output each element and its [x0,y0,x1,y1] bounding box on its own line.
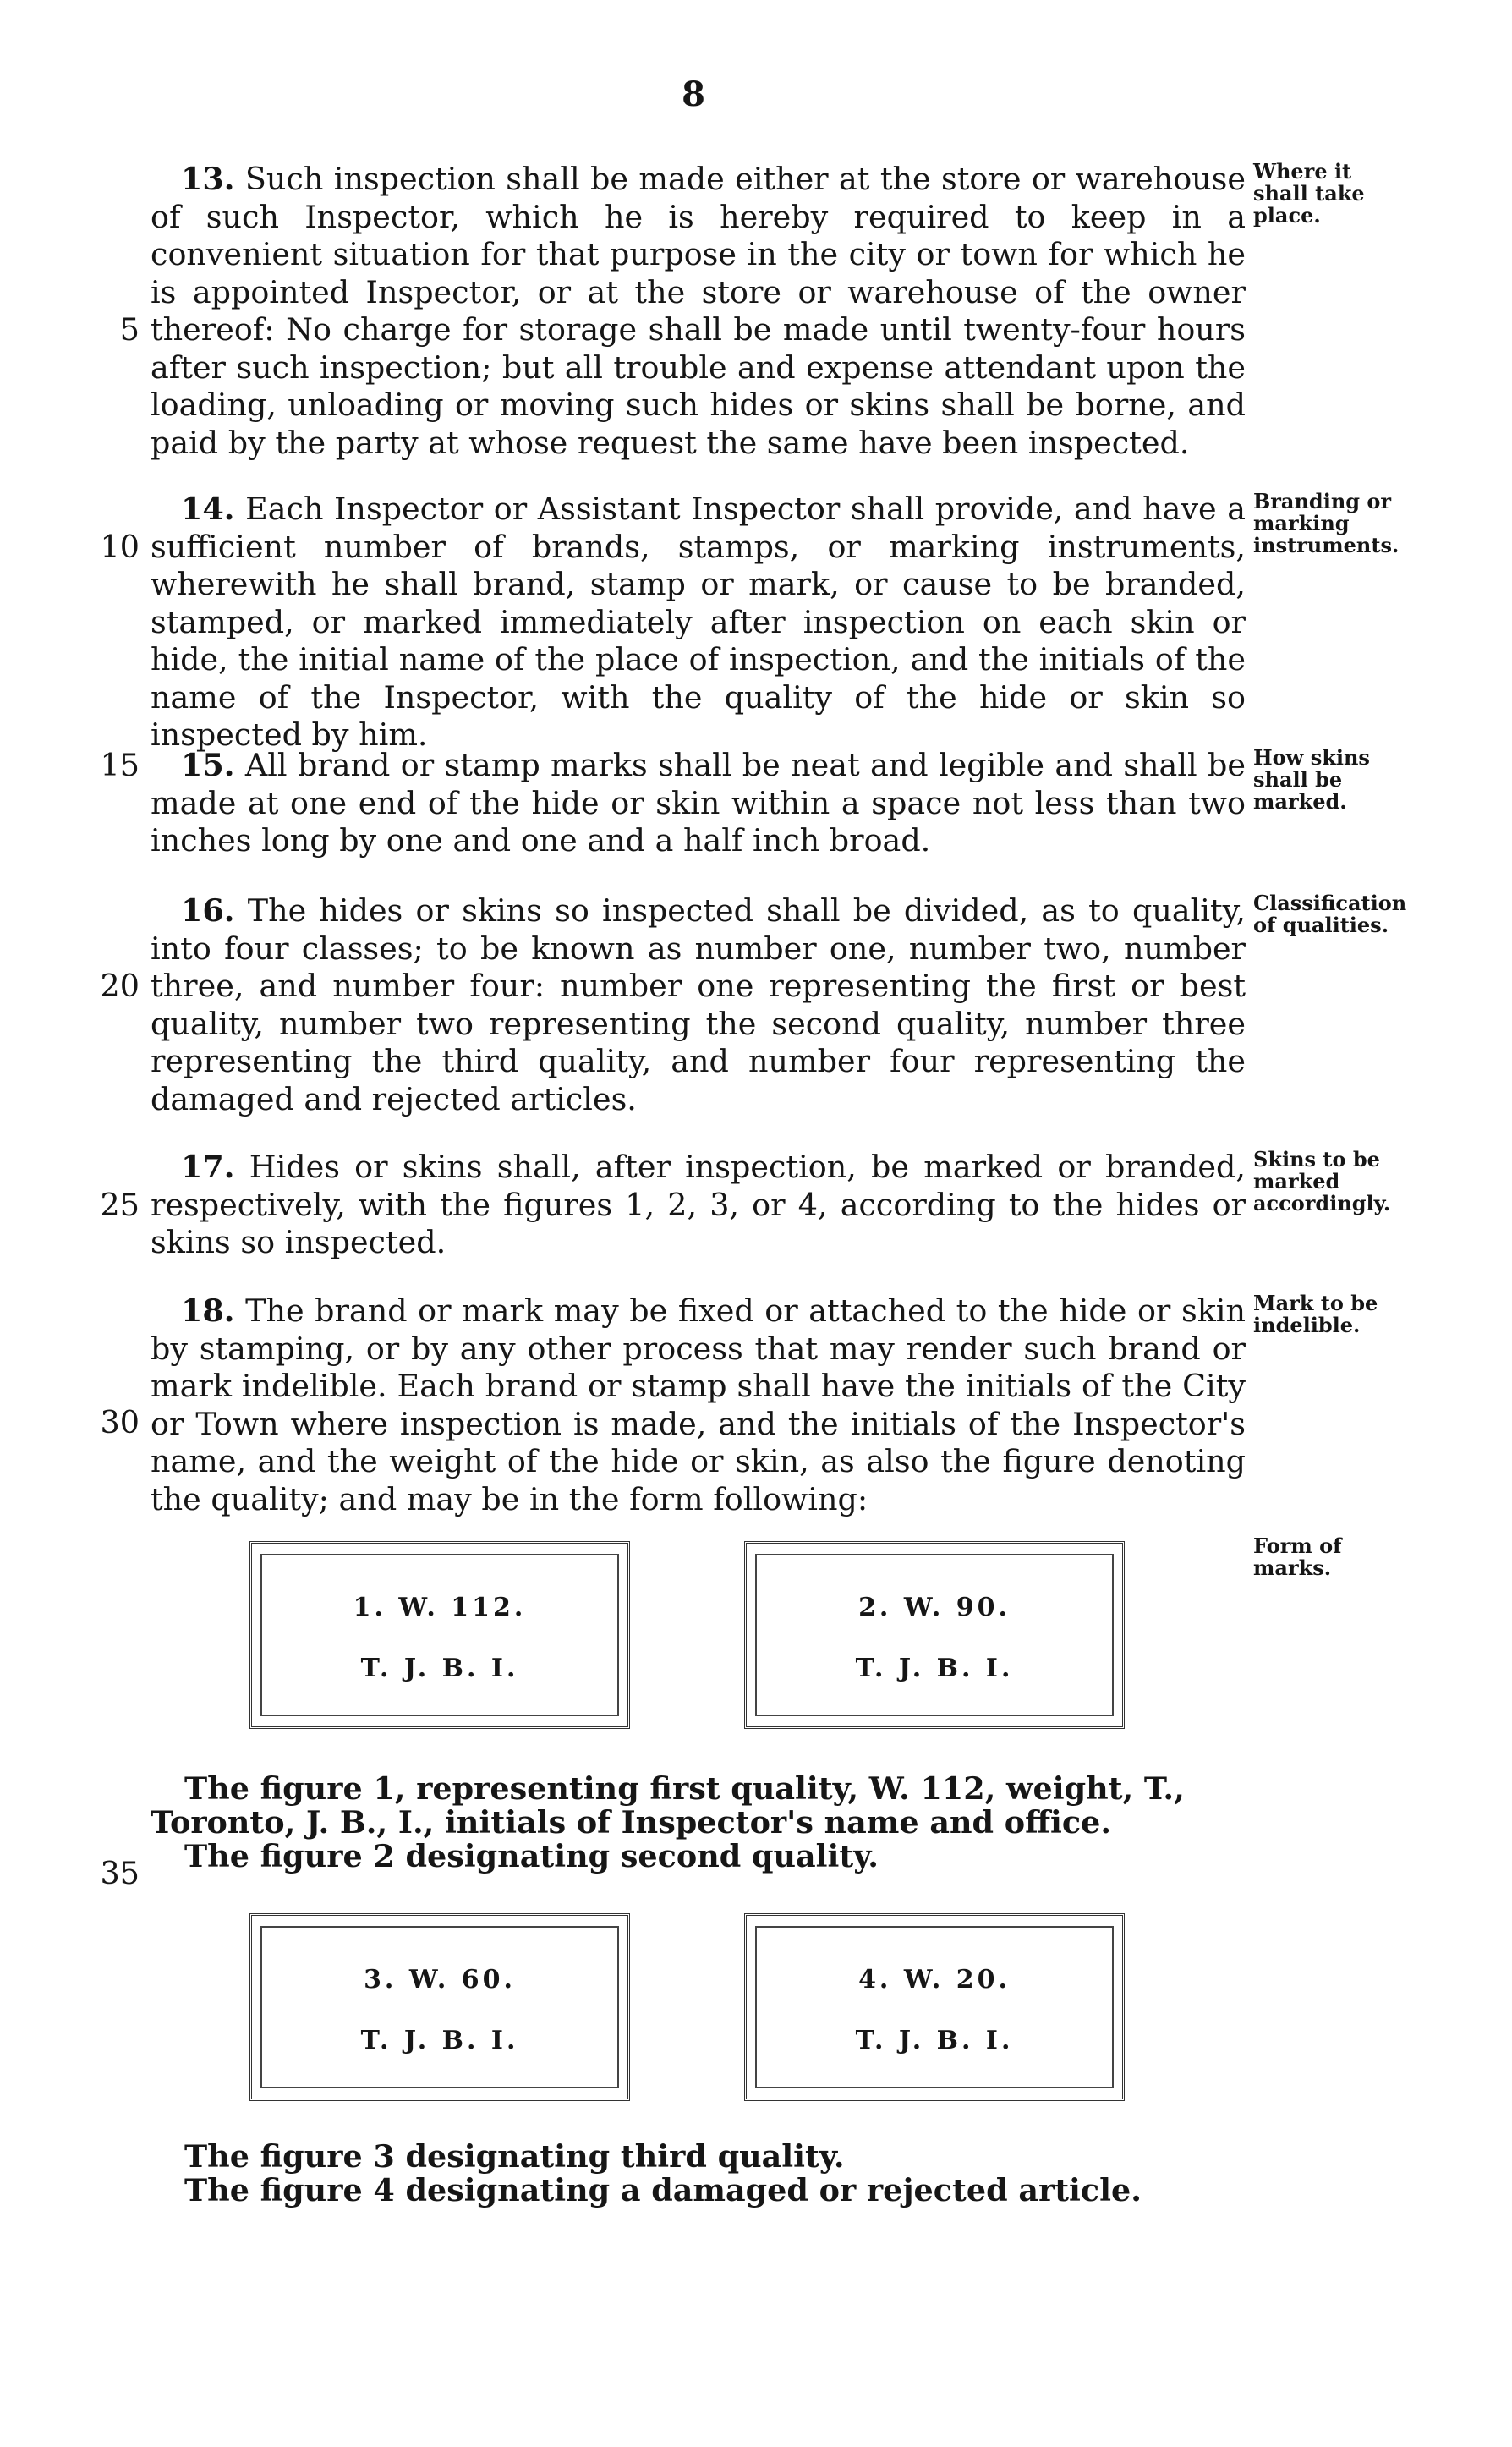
margin-note: Mark to be indelible. [1253,1291,1378,1337]
section-number: 14. [181,491,235,527]
form-line-initials: T. J. B. I. [855,2026,1014,2055]
section-text: Each Inspector or Assistant Inspector shall provide, and have a sufficient number of brands, stamps, or marking instruments, wherewith he shall brand, stamp or mark, or cause to be branded, stamped, or marked immediately after inspection on each skin or hide, the initial name of the place of inspection, and the initials of the name of the Inspector, with the quality of the hide or skin so inspected by him. [151,491,1246,753]
line-number: 25 [100,1187,140,1223]
line-number: 20 [100,968,140,1004]
section-number: 18. [181,1292,235,1329]
brand-form-box [744,1541,1125,1729]
section-17 [151,1149,1246,1262]
margin-note: Classification of qualities. [1253,891,1407,937]
section-text: The hides or skins so inspected shall be divided, as to quality, into four classes; to be known as number one, number two, number three, and number four: number one representing the first or best quality, number two representing the second quality, number three representing the third quality, and number four representing the damaged and rejected articles. [151,892,1246,1117]
brand-form-box [744,1913,1125,2101]
explanation-fourth: The figure 4 designating a damaged or rejected article. [184,2172,1142,2208]
line-number: 35 [100,1855,140,1891]
explanation-second: The figure 2 designating second quality. [184,1838,879,1874]
explanation-third: The figure 3 designating third quality. [184,2138,845,2175]
section-14 [151,491,1246,754]
section-text: All brand or stamp marks shall be neat and legible and shall be made at one end of the hide or skin within a space not less than two inches long by one and one and a half inch broad. [151,747,1246,859]
section-number: 15. [181,747,235,783]
section-number: 17. [181,1149,235,1185]
form-line-weight: 1. W. 112. [353,1593,527,1622]
margin-note: Skins to be marked accordingly. [1253,1147,1391,1215]
section-number: 13. [181,161,235,197]
margin-note: Where it shall take place. [1253,159,1365,228]
form-line-initials: T. J. B. I. [360,2026,519,2055]
brand-form-box [249,1541,630,1729]
line-number: 5 [119,311,140,348]
section-16 [151,892,1246,1118]
section-15 [151,747,1246,860]
closing-explanations [184,2140,1279,2208]
page-number: 8 [682,74,705,114]
brand-form-box [249,1913,630,2101]
explanation-first: The figure 1, representing first quality, W. 112, weight, T., Toronto, J. B., I., initials of Inspector's name and office. [151,1770,1185,1841]
section-text: The brand or mark may be fixed or attached to the hide or skin by stamping, or by any other process that may render such brand or mark indelible. Each brand or stamp shall have the initials of the City or Town where inspection is made, and the initials of the Inspector's name, and the weight of the hide or skin, as also the figure denoting the quality; and may be in the form following: [151,1292,1246,1517]
form-line-weight: 2. W. 90. [858,1593,1011,1622]
section-text: Such inspection shall be made either at the store or warehouse of such Inspector, which he is hereby required to keep in a convenient situation for that purpose in the city or town for which he is appointed Inspector, or at the store or warehouse of the owner thereof: No charge for storage shall be made until twenty-four hours after such inspection; but all trouble and expense attendant upon the loading, unloading or moving such hides or skins shall be borne, and paid by the party at whose request the same have been inspected. [151,161,1246,461]
section-text: Hides or skins shall, after inspection, be marked or branded, respectively, with the figures 1, 2, 3, or 4, according to the hides or skins so inspected. [151,1149,1246,1260]
line-number: 10 [100,529,140,565]
section-13 [151,161,1246,462]
form-line-initials: T. J. B. I. [360,1654,519,1683]
form-line-initials: T. J. B. I. [855,1654,1014,1683]
form-line-weight: 4. W. 20. [858,1965,1011,1994]
section-number: 16. [181,892,235,929]
form-explanation [151,1772,1246,1874]
form-line-weight: 3. W. 60. [364,1965,516,1994]
margin-note: How skins shall be marked. [1253,745,1370,814]
section-18 [151,1292,1246,1518]
margin-note: Branding or marking instruments. [1253,489,1400,557]
line-number: 15 [100,747,140,783]
line-number: 30 [100,1404,140,1440]
margin-note: Form of marks. [1253,1533,1342,1580]
